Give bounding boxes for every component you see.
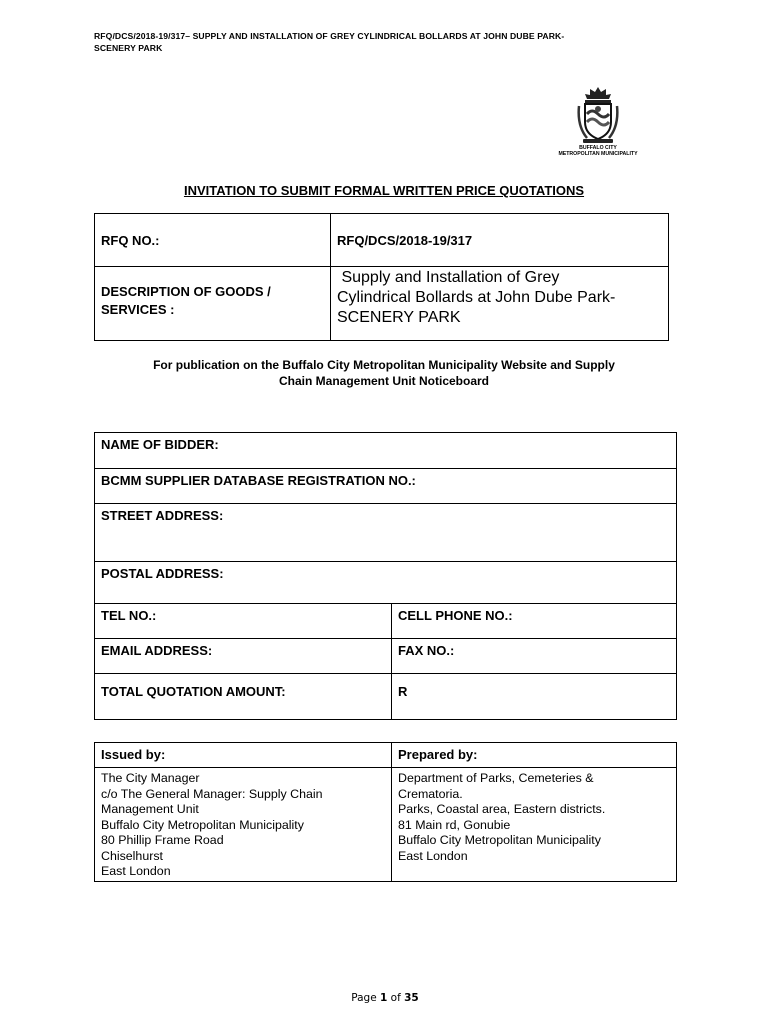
name-of-bidder-row [95,433,677,469]
issued-line: c/o The General Manager: Supply Chain [101,786,323,801]
page-footer [0,992,770,1004]
description-value-line2: Cylindrical Bollards at John Dube Park- [337,289,616,306]
logo-text [552,145,644,157]
logo-text-line1: BUFFALO CITY [579,145,617,151]
page-word: Page [351,992,381,1004]
email-label: EMAIL ADDRESS: [95,639,392,674]
supplier-registration-label: BCMM SUPPLIER DATABASE REGISTRATION NO.: [95,469,677,504]
issued-line: 80 Phillip Frame Road [101,833,224,847]
publication-note-line2: Chain Management Unit Noticeboard [278,374,490,388]
of-word: of [387,992,405,1004]
rfq-number-label: RFQ NO.: [95,214,331,267]
total-amount-label: TOTAL QUOTATION AMOUNT: [95,674,392,720]
issued-line: The City Manager [101,771,200,785]
issued-line: East London [101,864,171,878]
description-label-line1: DESCRIPTION OF GOODS / [101,284,271,299]
description-value-line3: SCENERY PARK [337,309,461,326]
tel-no-label: TEL NO.: [95,604,392,639]
municipality-logo [552,86,644,162]
currency-label: R [392,674,677,720]
phone-row [95,604,677,639]
street-address-label: STREET ADDRESS: [95,504,677,562]
running-header-line2: SCENERY PARK [94,43,163,53]
issued-by-address [95,768,392,882]
issued-line: Management Unit [101,802,199,816]
description-row [95,267,669,341]
rfq-number-value: RFQ/DCS/2018-19/317 [331,214,669,267]
issue-content-row [95,768,677,882]
email-fax-row [95,639,677,674]
cell-phone-label: CELL PHONE NO.: [392,604,677,639]
issued-line: Chiselhurst [101,848,163,863]
issued-line: Buffalo City Metropolitan Municipality [101,817,304,832]
prepared-line: Crematoria. [398,786,463,801]
name-of-bidder-label: NAME OF BIDDER: [95,433,677,469]
total-amount-row [95,674,677,720]
running-header-line1: RFQ/DCS/2018-19/317– SUPPLY AND INSTALLATION OF GREY CYLINDRICAL BOLLARDS AT JOHN DUBE PARK- [94,31,565,41]
prepared-line: Parks, Coastal area, Eastern districts. [398,802,606,816]
prepared-by-address [392,768,677,882]
logo-text-line2: METROPOLITAN MUNICIPALITY [558,151,638,157]
issue-details-table [94,742,677,882]
fax-label: FAX NO.: [392,639,677,674]
street-address-row [95,504,677,562]
description-value [331,267,669,341]
supplier-registration-row [95,469,677,504]
prepared-line: 81 Main rd, Gonubie [398,817,511,832]
description-value-line1: Supply and Installation of Grey [337,269,560,286]
prepared-by-label: Prepared by: [392,743,677,768]
postal-address-label: POSTAL ADDRESS: [95,562,677,604]
page-number: 1 [380,992,388,1004]
prepared-line: East London [398,848,468,863]
issue-header-row [95,743,677,768]
page-total: 35 [404,992,419,1004]
prepared-line: Department of Parks, Cemeteries & [398,771,594,785]
running-header [94,30,674,54]
postal-address-row [95,562,677,604]
bidder-details-table [94,432,677,720]
description-label-line2: SERVICES : [101,302,175,317]
prepared-line: Buffalo City Metropolitan Municipality [398,833,601,847]
coat-of-arms-icon [577,86,619,144]
rfq-table [94,213,669,341]
publication-note [94,357,674,389]
rfq-number-row [95,214,669,267]
description-label [95,267,331,341]
issued-by-label: Issued by: [95,743,392,768]
publication-note-line1: For publication on the Buffalo City Metropolitan Municipality Website and Supply [153,358,615,372]
document-title: INVITATION TO SUBMIT FORMAL WRITTEN PRICE QUOTATIONS [183,183,585,198]
